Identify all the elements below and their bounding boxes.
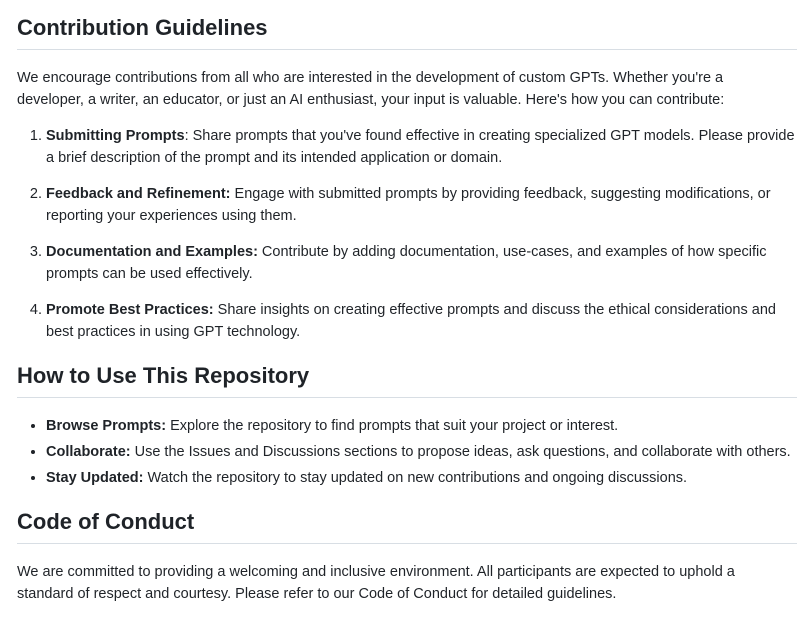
section-contribution-guidelines [17, 0, 797, 343]
list-item-label: Submitting Prompts [46, 128, 185, 144]
heading-how-to-use: How to Use This Repository [17, 362, 797, 398]
section-code-of-conduct [17, 508, 797, 605]
howto-list [17, 415, 796, 489]
list-item-text: : Share prompts that you've found effective in creating specialized GPT models. Please provide a brief description of the prompt and its intended application or domain. [46, 128, 795, 166]
list-item [46, 125, 796, 169]
conduct-text: We are committed to providing a welcoming and inclusive environment. All participants are expected to uphold a standard of respect and courtesy. Please refer to our Code of Conduct for detailed guidelines. [17, 564, 735, 602]
list-item-text: Contribute by adding documentation, use-cases, and examples of how specific prompts can be used effectively. [46, 244, 767, 282]
list-item-label: Stay Updated: [46, 470, 144, 486]
contribution-list [17, 125, 796, 343]
contribution-intro: We encourage contributions from all who are interested in the development of custom GPTs. Whether you're a developer, a writer, an educator, or just an AI enthusiast, your input is valuable. Here's how you can contribute: [17, 70, 725, 108]
list-item [46, 441, 796, 463]
list-item [46, 299, 796, 343]
list-item-text: Share insights on creating effective prompts and discuss the ethical considerations and best practices in using GPT technology. [46, 302, 776, 340]
list-item-text: Use the Issues and Discussions sections to propose ideas, ask questions, and collaborate with others. [130, 444, 791, 460]
list-item [46, 415, 796, 437]
list-item-label: Promote Best Practices: [46, 302, 214, 318]
list-item-label: Collaborate: [46, 444, 131, 460]
list-item [46, 467, 796, 489]
list-item-label: Browse Prompts: [46, 418, 167, 434]
list-item-text: Watch the repository to stay updated on new contributions and ongoing discussions. [143, 470, 688, 486]
list-item [46, 241, 796, 285]
list-item-text: Explore the repository to find prompts that suit your project or interest. [166, 418, 619, 434]
section-how-to-use [17, 362, 797, 489]
heading-contribution-guidelines: Contribution Guidelines [17, 14, 797, 50]
list-item [46, 183, 796, 227]
list-item-label: Documentation and Examples: [46, 244, 258, 260]
heading-code-of-conduct: Code of Conduct [17, 508, 797, 544]
list-item-label: Feedback and Refinement: [46, 186, 231, 202]
list-item-text: Engage with submitted prompts by providing feedback, suggesting modifications, or reporting your experiences using them. [46, 186, 771, 224]
